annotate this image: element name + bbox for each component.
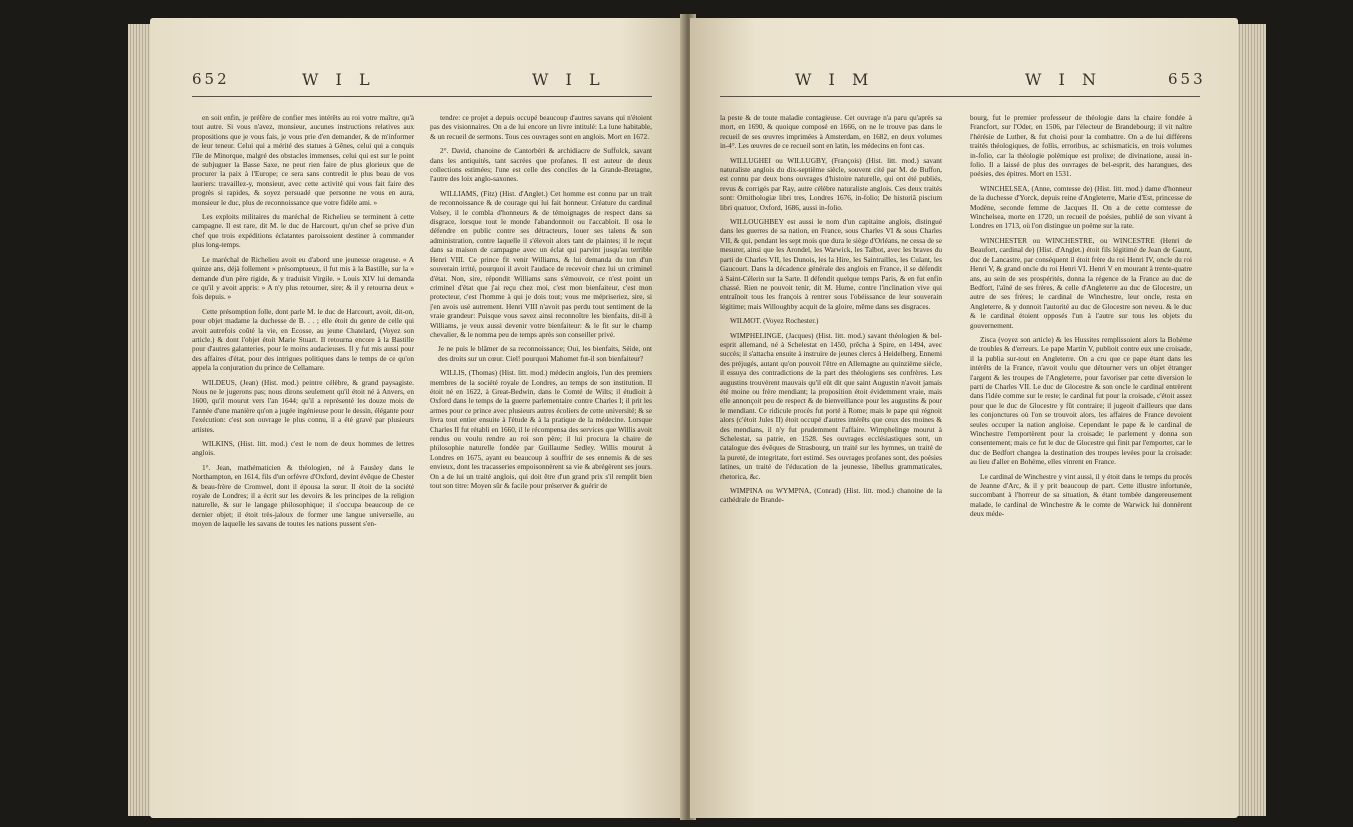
paragraph: Cette présomption folle, dont parle M. le duc de Harcourt, avoit, dit-on, pour objet madame la duchesse de B. . . ; elle étoit du genre de celle qui avoit autrefois coûté la vie, en Ecosse, au jeune Chatelard, (Voyez son article.) & dont l'objet étoit Marie Stuart. Il retourna encore à la Bastille pour d'autres galanteries, pour le moins audacieuses. Il y fut mis aussi pour des affaires d'état, pour des intrigues politiques dans le temps de ce qu'on appela la conjuration du prince de Cellamare. [192,306,414,373]
entry-winchelsea: WINCHELSEA, (Anne, comtesse de) (Hist. litt. mod.) dame d'honneur de la duchesse d'Yorck, depuis reine d'Angleterre, Marie d'Est, princesse de Modène, seconde femme de Jacques II. On a de cette comtesse de Winchelsea, morte en 1720, un recueil de poésies, publié de son vivant à Londres en 1713, où l'on distingue un poëme sur la rate. [970,183,1192,231]
running-head-left-col1: W I L [302,70,376,89]
paragraph: 2°. David, chanoine de Cantorbéri & archidiacre de Suffolck, savant dans les antiquités, tant sacrées que profanes. Il est auteur de deux collections estimées; l'une est celle des conciles de la Grande-Bretagne, l'autre des loix anglo-saxones. [430,146,652,184]
header-rule-left [192,96,652,97]
right-column-2 [970,113,1192,813]
paragraph: Zisca (voyez son article) & les Hussites remplissoient alors la Bohème de troubles & d'erreurs. Le pape Martin V, publioit contre eux une croisade, il la publia sur-tout en Angleterre. On a cru que ce pape étant dans les intérêts de la France, n'avoit voulu que détourner vers un objet étranger l'argent & les troupes de l'Angleterre, pour favoriser par cette diversion le parti de Charles VII. Le duc de Glocestre & son oncle le cardinal entrèrent dans l'idée comme sur le reste; le cardinal fut pour la croisade, c'étoit assez pour que le duc de Glocestre y fût contraire; il jugeoit d'ailleurs que dans les conjonctures où l'on se trouvoit alors, les affaires de France devoient seules occuper la nation angloise. Cependant le pape & le cardinal de Winchestre l'emportèrent pour la croisade; le parlement y donna son consentement; mais ce fut le duc de Glocestre qui finit par l'emporter, car le duc de Bedfort changea la destination des troupes levées pour la croisade: au lieu d'aller en Bohème, elles vinrent en France. [970,334,1192,467]
header-rule-right [720,96,1200,97]
entry-winchester: WINCHESTER ou WINCHESTRE, ou WINCESTRE (Henri de Beaufort, cardinal de) (Hist. d'Anglet.) étoit fils légitimé de Jean de Gaunt, duc de Lancastre, par conséquent il étoit frère du roi Henri IV, oncle du roi Henri V, & grand oncle du roi Henri VI. Henri V en mourant à trente-quatre ans, au sein de ses prospérités, donna la régence de la France au duc de Bedfort, l'aîné de ses frères, & celle d'Angleterre au duc de Glocestre, un autre de ses frères; le cardinal de Winchestre, leur oncle, resta en Angleterre, & y donnoit l'autorité au duc de Glocestre son neveu. & le duc & le cardinal étoient opposés l'un à l'autre sur tous les objets du gouvernement. [970,235,1192,330]
paragraph: 1°. Jean, mathématicien & théologien, né à Fausley dans le Northampton, en 1614, fils d'un orfèvre d'Oxford, devint évêque de Chester & beau-frère de Cromwel, dont il épousa la sœur. Il étoit de la société royale de Londres; il a écrit sur les devoirs & les principes de la religion naturelle, & sur le langage philosophique; il s'occupa beaucoup de ce dernier objet; il étoit très-jaloux de former une langue universelle, au moyen de laquelle les savans de toutes les nations pussent s'en- [192,462,414,529]
verse-quote: Je ne puis le blâmer de sa reconnoissance; Oui, les bienfaits, Séide, ont des droits sur un cœur. Ciel! pourquoi Mahomet fut-il son bienfaiteur? [438,344,652,363]
running-head-right-col1: W I M [795,70,875,89]
running-head-right-col2: W I N [1025,70,1102,89]
paragraph: en soit enfin, je préfère de confier mes intérêts au roi votre maître, qu'à tout autre. Si vous n'avez, monsieur, aucunes instructions relatives aux propositions que je vous fais, je vous prie d'en demander, & de m'informer de leur teneur. Celui qui a mérité des statues à Gênes, celui qui a conquis l'île de Minorque, malgré des obstacles immenses, celui qui est sur le point de subjuguer la Basse Saxe, ne peut rien faire de plus glorieux que de procurer la paix à l'Europe; ce sera sans contredit le plus beau de vos lauriers: travaillez-y, monsieur, avec cette activité qui vous fait faire des progrès si rapides, & soyez persuadé que personne ne vous en aura, monsieur le duc, plus de reconnoissance que votre fidèle ami. » [192,113,414,207]
right-page-edge [1236,24,1266,816]
paragraph: bourg, fut le premier professeur de théologie dans la chaire fondée à Francfort, sur l'Oder, en 1506, par l'électeur de Brandebourg; il vit naître l'hérésie de Luther, & fut choisi pour la combattre. On a de lui différens traités théologiques, de follis, erroribus, ac schismaticis, en trois volumes in-folio, car la théologie polémique est prolixe; de divinatione, aussi in-folio. Il a laissé de plus des ouvrages de bel-esprit, des harangues, des poésies, des épitres. Mort en 1531. [970,113,1192,179]
entry-willoughbey: WILLOUGHBEY est aussi le nom d'un capitaine anglois, distingué dans les guerres de sa nation, en France, sous Charles VI & sous Charles VII, & qui, pendant les sept mois que dura le siège d'Orléans, ne cessa de se mesurer, ainsi que les Arondel, les Warwick, les Talbot, avec les braves du parti de Charles VII, les Dunois, les la Hire, les Saintrailles, les Culant, les Gaucourt. Dans la décadence générale des anglois en France, il se défendit à Saint-Célerin sur la Sarte. Il défendit quelque temps Paris, & en fut enfin chassé. Rien ne pouvoit tenir, dit M. Hume, contre l'inclination vive qui entraînoit tous les françois à rentrer sous l'obéissance de leur souverain légitime; mais Willoughby acquit de la gloire, même dans ses disgraces. [720,217,942,311]
paragraph: la peste & de toute maladie contagieuse. Cet ouvrage n'a paru qu'après sa mort, en 1690, & quoique composé en 1666, on ne le trouve pas dans le recueil de ses œuvres imprimées à Amsterdam, en 1682, en deux volumes in-4°. Les œuvres de ce recueil sont en latin, les médecins en font cas. [720,113,942,151]
entry-wildeus: WILDEUS, (Jean) (Hist. mod.) peintre célèbre, & grand paysagiste. Nous ne le jugerons pas; nous dirons seulement qu'il étoit né à Anvers, en 1600, qu'il mourut vers l'an 1644; qu'il a représenté les douze mois de l'année d'une manière qu'on a jugée ingénieuse pour le dessin, élégante pour l'exécution: c'est son ouvrage le plus connu, il a été gravé par plusieurs artistes. [192,377,414,434]
entry-wilkins: WILKINS, (Hist. litt. mod.) c'est le nom de deux hommes de lettres anglois. [192,439,414,458]
entry-wimphelinge: WIMPHELINGE, (Jacques) (Hist. litt. mod.) savant théologien & bel-esprit allemand, né à Schelestat en 1450, prêcha à Spire, en 1494, avec succès; il s'attacha ensuite à instruire de jeunes clercs à Heidelberg. Ennemi des préjugés, autant qu'on pouvoit l'être en Allemagne au quinzième siècle, il essuya des contradictions de la part des théologiens ses confrères. Les augustins trouvèrent mauvais qu'il eût dit que saint Augustin n'avoit jamais été moine ou frère mendiant; la proposition étoit évidemment vraie, mais elle annonçoit peu de respect & de bienveillance pour les augustins & pour le mendiant. Ce ridicule procès fut porté à Rome; mais le pape qui régnoit alors (c'étoit Jules II) étoit occupé d'autres intérêts que ceux des moines & des mendians, il n'y fut prudemment l'affaire. Wimphelinge mourut à Schelestat, sa patrie, en 1528. Ses ouvrages ecclésiastiques sont, un catalogue des évêques de Strasbourg, un traité sur les hymnes, un traité de la pureté, de integritate, fort estimé. Ses ouvrages profanes sont, des poésies latines, un traité de l'éducation de la jeunesse, libellus grammaticales, rhetorica, &c. [720,330,942,481]
left-page [150,18,685,818]
right-page [690,18,1238,818]
right-column-1 [720,113,942,813]
page-number-left: 652 [192,70,230,88]
left-column-1 [192,113,414,813]
paragraph: tendre: ce projet a depuis occupé beaucoup d'autres savans qui n'étoient pas des visionnaires. On a de lui encore un livre intitulé: La lune habitable, & un recueil de sermons. Tous ces ouvrages sont en anglois. Mort en 1672. [430,113,652,141]
entry-willughei: WILLUGHEI ou WILLUGBY, (François) (Hist. litt. mod.) savant naturaliste anglois du dix-septième siècle, souvent cité par M. de Buffon, est connu par deux bons ouvrages d'histoire naturelle, qui ont été publiés, revus & corrigés par Ray, autre célèbre naturaliste anglois. Ces deux traités sont: Ornithologiæ libri tres, Londres 1676, in-folio; De historiâ piscium libri quatuor, Oxford, 1686, aussi in-folio. [720,155,942,212]
left-page-edge [128,24,152,816]
running-head-left-col2: W I L [532,70,606,89]
paragraph: Le maréchal de Richelieu avoit eu d'abord une jeunesse orageuse. « A quinze ans, déjà follement » présomptueux, il fut mis à la Bastille, sur la » demande d'un père rigide, & y traduisit Virgile. » Louis XIV lui demanda ce qu'il y avoit appris: » A n'y plus retourner, sire; & il y retourna deux » fois depuis. » [192,254,414,302]
paragraph: Les exploits militaires du maréchal de Richelieu se terminent à cette campagne. Il est rare, dit M. le duc de Harcourt, qu'un chef se prive d'un chef que trois expéditions éclatantes paroissoient destiner à commander plus long-temps. [192,212,414,250]
entry-wimpina: WIMPINA ou WYMPNA, (Conrad) (Hist. litt. mod.) chanoine de la cathédrale de Brande- [720,486,942,505]
entry-willis: WILLIS, (Thomas) (Hist. litt. mod.) médecin anglois, l'un des premiers membres de la société royale de Londres, au temps de son institution. Il étoit né en 1622, à Great-Bedwin, dans le Comté de Wilts; il étudioit à Oxford dans le temps de la guerre parlementaire contre Charles I; il prit les armes pour ce prince avec plusieurs autres écoliers de cette université; & se livra tout entier ensuite à l'étude & à la pratique de la médecine. Lorsque Charles II fut rétabli en 1660, il le récompensa des services que Willis avoit rendus ou voulu rendre au roi son père; il lui procura la chaire de philosophie naturelle fondée par Guillaume Sedley. Willis mourut à Londres en 1675, ayant eu beaucoup à souffrir de ses ennemis & de ses envieux, dont les tracasseries empoisonnèrent sa vie & abrégèrent ses jours. On a de lui un traité anglois, qui doit être d'un grand prix s'il remplit bien tout son titre: Moyen sûr & facile pour préserver & guérir de [430,368,652,491]
entry-wilmot: WILMOT. (Voyez Rochester.) [730,316,819,326]
page-number-right: 653 [1168,70,1206,88]
left-column-2 [430,113,652,813]
paragraph: Le cardinal de Winchestre y vint aussi, il y étoit dans le temps du procès de Jeanne d'Arc, & il y prit beaucoup de part. Cette illustre infortunée, succombant à l'horreur de sa situation, & étant tombée dangereusement malade, le cardinal de Winchestre & le comte de Warwick lui donnèrent deux méde- [970,471,1192,519]
entry-williams: WILLIAMS, (Fitz) (Hist. d'Anglet.) Cet homme est connu par un trait de reconnoissance & de courage qui lui fait honneur. Créature du cardinal Volsey, il le combla d'honneurs & de témoignages de respect dans sa disgrace, lorsque tout le monde l'abandonnoit ou l'accabloit. Il osa le défendre en public contre ses détracteurs, louer ses talens & son administration, contre laquelle il s'élevoit alors tant de plaintes; il le reçut dans sa maison de campagne avec un éclat qui parvint jusqu'au terrible Henri VIII. Ce prince fit venir Williams, & lui demanda du ton d'un souverain irrité, pourquoi il avoit l'audace de recevoir chez lui un criminel d'état. Non, sire, répondit Williams sans s'émouvoir, ce n'est point un criminel d'état que j'ai reçu chez moi, c'est mon bienfaiteur, c'est mon protecteur, c'est l'homme à qui je dois tout; vous me mépriseriez, sire, si j'en avois usé autrement. Henri VIII n'avoit pas perdu tout sentiment de la vraie grandeur: Puisque vous savez ainsi reconnoître les bienfaits, dit-il à Williams, je veux aussi devenir votre bienfaiteur: & le fit sur le champ chevalier, & le nomma peu de temps après son conseiller privé. [430,188,652,339]
